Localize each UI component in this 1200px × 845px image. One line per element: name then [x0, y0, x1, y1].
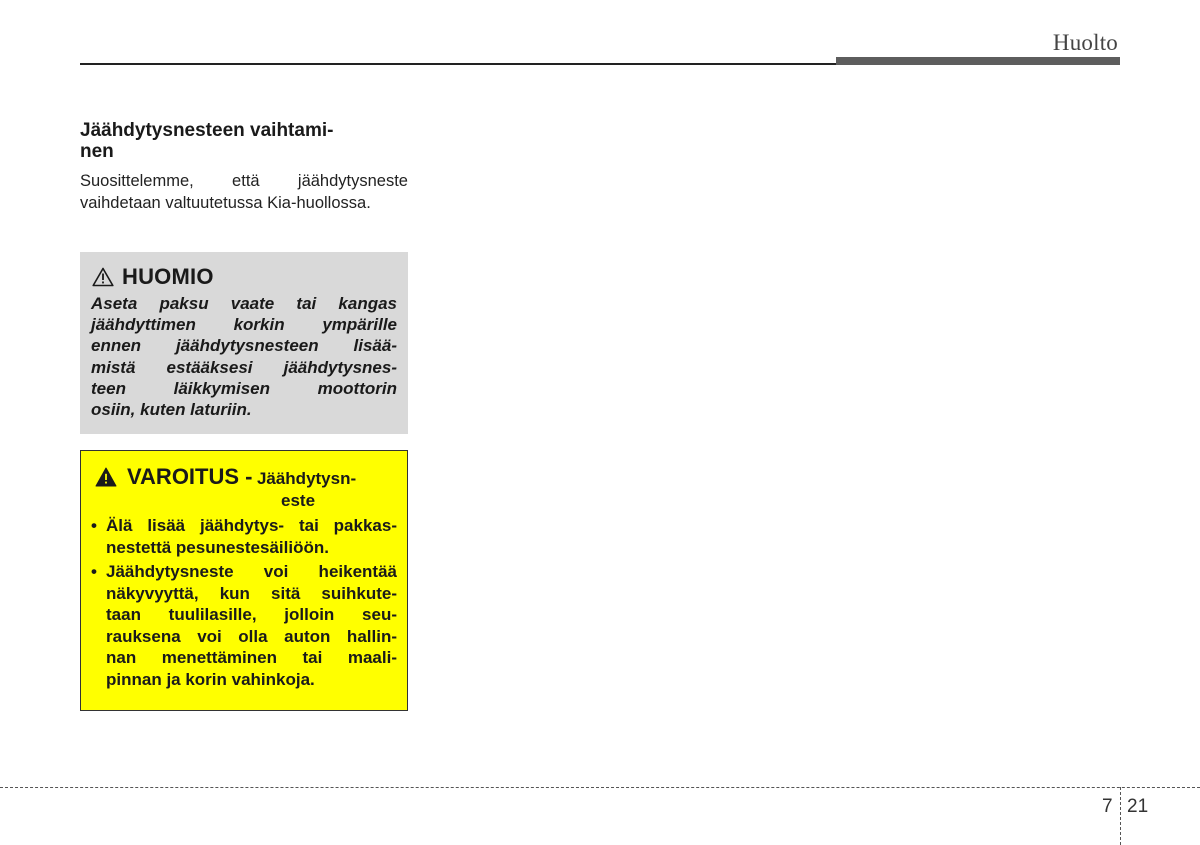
warning-subtitle-continued: este: [281, 491, 316, 510]
section-heading-line: Jäähdytysnesteen vaihtami-: [80, 120, 334, 141]
list-item: [91, 515, 397, 558]
intro-line: vaihdetaan valtuutetussa Kia-huollossa.: [80, 194, 371, 212]
bullet: •: [91, 562, 97, 581]
intro-line: Suosittelemme, että jäähdytysneste: [80, 172, 408, 190]
warning-list: [91, 515, 397, 693]
warning-title: VAROITUS -: [127, 464, 253, 489]
warning-triangle-outline-icon: [92, 267, 114, 287]
section-heading: [80, 120, 380, 162]
warning-title-row: [127, 464, 356, 490]
list-item: [91, 561, 397, 690]
caution-line: teen läikkymisen moottorin: [91, 378, 397, 398]
caution-line: Aseta paksu vaate tai kangas: [91, 294, 397, 313]
caution-header: [92, 262, 214, 292]
caution-line: jäähdyttimen korkin ympärille: [91, 315, 397, 335]
intro-paragraph: [80, 170, 408, 214]
section-heading-line: nen: [80, 141, 114, 162]
bullet: •: [91, 516, 97, 535]
warning-triangle-filled-icon: [95, 467, 117, 487]
caution-title: HUOMIO: [122, 264, 214, 289]
footer-dashed-divider: [1120, 787, 1121, 845]
warning-box: [80, 450, 408, 711]
header-section-title: Huolto: [1052, 30, 1118, 55]
chapter-number: 7: [1102, 796, 1113, 817]
caution-text: [91, 293, 397, 420]
warning-subtitle: Jäähdytysn-: [256, 469, 357, 488]
warning-item-line: nestettä pesunestesäiliöön.: [106, 537, 329, 557]
page-number: 21: [1127, 796, 1149, 817]
warning-item-line: näkyvyyttä, kun sitä suihkute-: [106, 583, 397, 603]
footer-dashed-rule: [0, 787, 1200, 788]
warning-item-line: taan tuulilasille, jolloin seu-: [106, 605, 397, 624]
caution-line: osiin, kuten laturiin.: [91, 400, 252, 420]
header-rule: [80, 63, 836, 65]
warning-item-line: rauksena voi olla auton hallin-: [106, 626, 397, 646]
caution-box: [80, 252, 408, 434]
warning-item-line: pinnan ja korin vahinkoja.: [106, 669, 315, 689]
header-accent-bar: [836, 57, 1120, 65]
warning-item-line: Älä lisää jäähdytys- tai pakkas-: [106, 516, 397, 535]
warning-item-line: nan menettäminen tai maali-: [106, 648, 397, 667]
caution-line: mistä estääksesi jäähdytysnes-: [91, 357, 397, 377]
warning-item-line: Jäähdytysneste voi heikentää: [106, 562, 397, 581]
caution-line: ennen jäähdytysnesteen lisää-: [91, 336, 397, 356]
